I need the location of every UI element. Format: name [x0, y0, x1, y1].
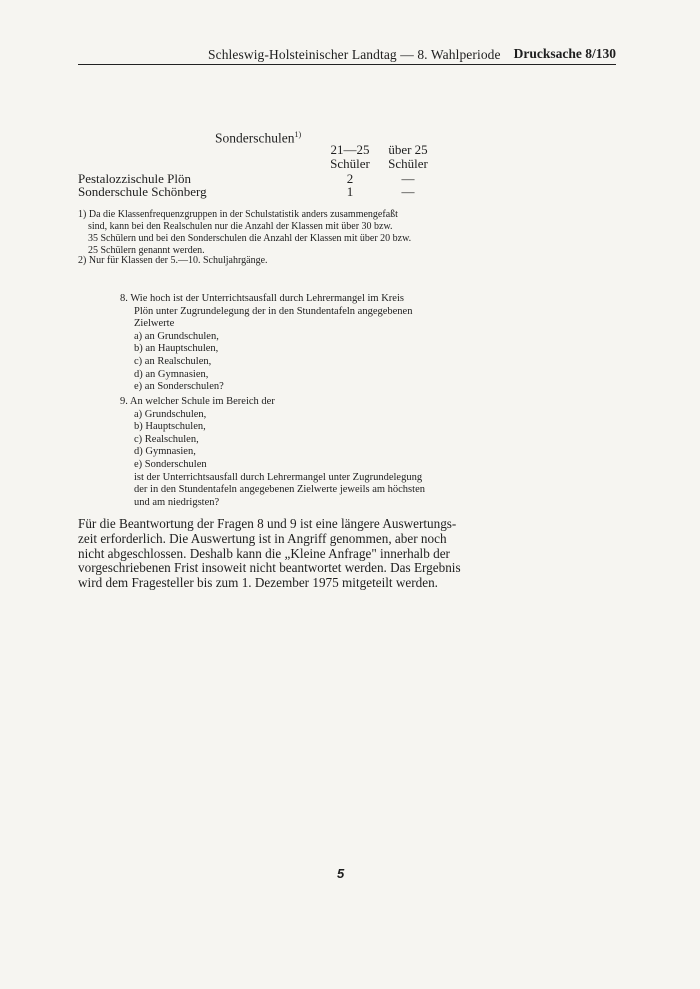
question-9-items	[120, 409, 445, 472]
footnote-2: 2) Nur für Klassen der 5.—10. Schuljahrgänge.	[78, 255, 268, 266]
column-header-ueber-25: über 25 Schüler	[388, 142, 428, 171]
page-number: 5	[337, 866, 345, 881]
footnote-1: 1) Da die Klassenfrequenzgruppen in der Schulstatistik anders zusammengefaßt sind, kann bei den Realschulen nur die Anzahl der Klassen mit über 30 bzw. 35 Schülern und bei den Sonderschulen die Anzahl der Klassen mit über 20 bzw. 25 Schülern genannt werden.	[78, 209, 412, 256]
table-row-label: Pestalozzischule Plön	[78, 171, 192, 186]
table-row-label: Sonderschule Schönberg	[78, 184, 207, 199]
list-item: e) an Sonderschulen?	[134, 381, 224, 393]
list-item: b) an Hauptschulen,	[134, 343, 219, 355]
table-cell: 2	[346, 171, 354, 186]
list-item: c) Realschulen,	[134, 433, 199, 445]
question-8-items	[120, 331, 445, 394]
list-item: a) an Grundschulen,	[134, 330, 219, 342]
list-item: a) Grundschulen,	[134, 408, 207, 420]
table-cell: 1	[346, 184, 354, 199]
list-item: d) Gymnasien,	[134, 446, 196, 458]
question-9: 9. An welcher Schule im Bereich der a) Grundschulen, b) Hauptschulen, c) Realschulen, d) Gymnasien, e) Sonderschulen ist der Unterrichtsausfall durch Lehrermangel unter Zugrundelegung der in den Stundentafeln angegebenen Zielwerte jeweils am höchsten und am niedrigsten?	[120, 396, 445, 509]
list-item: e) Sonderschulen	[134, 458, 207, 470]
column-header-21-25: 21—25 Schüler	[330, 142, 370, 171]
list-item: d) an Gymnasien,	[134, 368, 209, 380]
footnote-mark: 1)	[294, 130, 302, 139]
page-header	[78, 46, 616, 68]
table-caption: Sonderschulen$^{1)}$	[215, 130, 302, 146]
table-cell: —	[401, 171, 415, 186]
running-title: Schleswig-Holsteinischer Landtag — 8. Wahlperiode	[208, 47, 501, 62]
answer-paragraph: Für die Beantwortung der Fragen 8 und 9 ist eine längere Auswertungs- zeit erforderlich. Die Auswertung ist in Angriff genommen, aber noch nicht abgeschlossen. Deshalb kann die „Kleine Anfrage" innerhalb der vorgeschriebenen Frist insoweit nicht beantwortet werden. Das Ergebnis wird dem Fragesteller bis zum 1. Dezember 1975 mitgeteilt werden.	[78, 516, 461, 591]
list-item: c) an Realschulen,	[134, 355, 212, 367]
drucksache-number: Drucksache 8/130	[513, 46, 616, 61]
header-rule	[78, 64, 616, 65]
table-cell: —	[401, 184, 415, 199]
question-8: 8. Wie hoch ist der Unterrichtsausfall durch Lehrermangel im Kreis Plön unter Zugrundelegung der in den Stundentafeln angegebenen Zielwerte a) an Grundschulen, b) an Hauptschulen, c) an Realschulen, d) an Gymnasien, e) an Sonderschulen?	[120, 293, 445, 394]
list-item: b) Hauptschulen,	[134, 421, 206, 433]
